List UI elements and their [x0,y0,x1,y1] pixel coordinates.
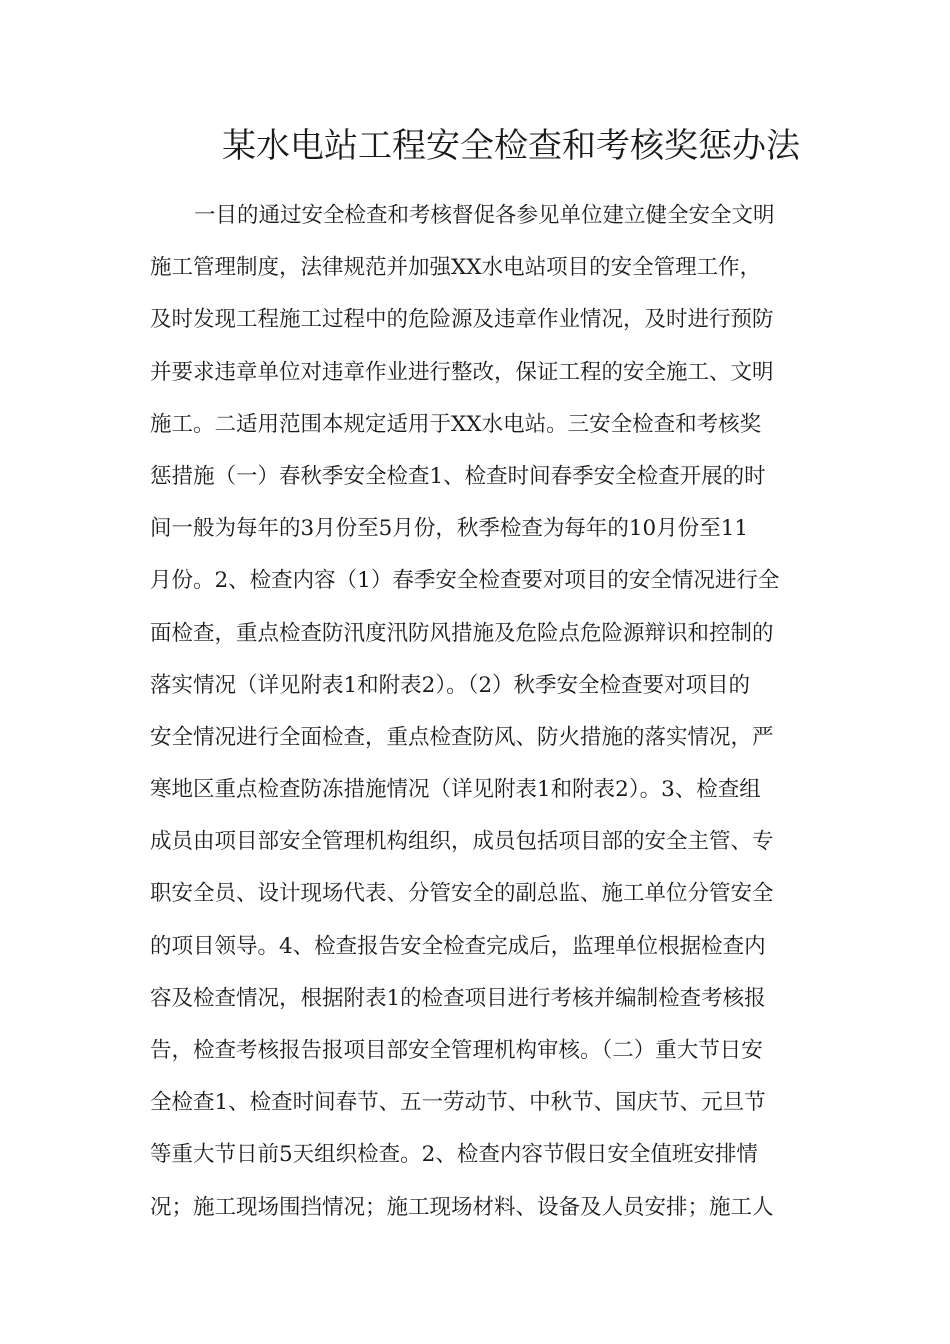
document-title: 某水电站工程安全检查和考核奖惩办法 [222,126,800,166]
body-line: 施工管理制度，法律规范并加强XX水电站项目的安全管理工作， [150,255,762,281]
body-line: 寒地区重点检查防冻措施情况（详见附表1和附表2）。3、检查组 [150,777,761,803]
body-line: 面检查，重点检查防汛度汛防风措施及危险点危险源辩识和控制的 [150,620,774,646]
body-line: 容及检查情况，根据附表1的检查项目进行考核并编制检查考核报 [150,985,766,1011]
body-line: 成员由项目部安全管理机构组织，成员包括项目部的安全主管、专 [150,829,774,855]
body-line: 月份。2、检查内容（1）春季安全检查要对项目的安全情况进行全 [150,568,780,594]
body-line: 全检查1、检查时间春节、五一劳动节、中秋节、国庆节、元旦节 [150,1090,766,1116]
body-line: 并要求违章单位对违章作业进行整改，保证工程的安全施工、文明 [150,359,774,385]
body-line: 间一般为每年的3月份至5月份，秋季检查为每年的10月份至11 [150,516,749,542]
body-line: 的项目领导。4、检查报告安全检查完成后，监理单位根据检查内 [150,933,766,959]
body-line: 况；施工现场围挡情况；施工现场材料、设备及人员安排；施工人 [150,1194,774,1220]
body-line: 职安全员、设计现场代表、分管安全的副总监、施工单位分管安全 [150,881,774,907]
body-line: 及时发现工程施工过程中的危险源及违章作业情况，及时进行预防 [150,307,774,333]
body-line: 告，检查考核报告报项目部安全管理机构审核。（二）重大节日安 [150,1038,763,1063]
body-line: 等重大节日前5天组织检查。2、检查内容节假日安全值班安排情 [150,1142,758,1168]
body-line: 落实情况（详见附表1和附表2）。（2）秋季安全检查要对项目的 [150,672,751,698]
body-line: 安全情况进行全面检查，重点检查防风、防火措施的落实情况，严 [150,724,774,750]
document-body [150,190,800,1234]
body-line: 施工。二适用范围本规定适用于XX水电站。三安全检查和考核奖 [150,411,762,437]
body-line: 一目的通过安全检查和考核督促各参见单位建立健全安全文明 [194,203,775,228]
body-line: 惩措施（一）春秋季安全检查1、检查时间春季安全检查开展的时 [150,463,766,489]
